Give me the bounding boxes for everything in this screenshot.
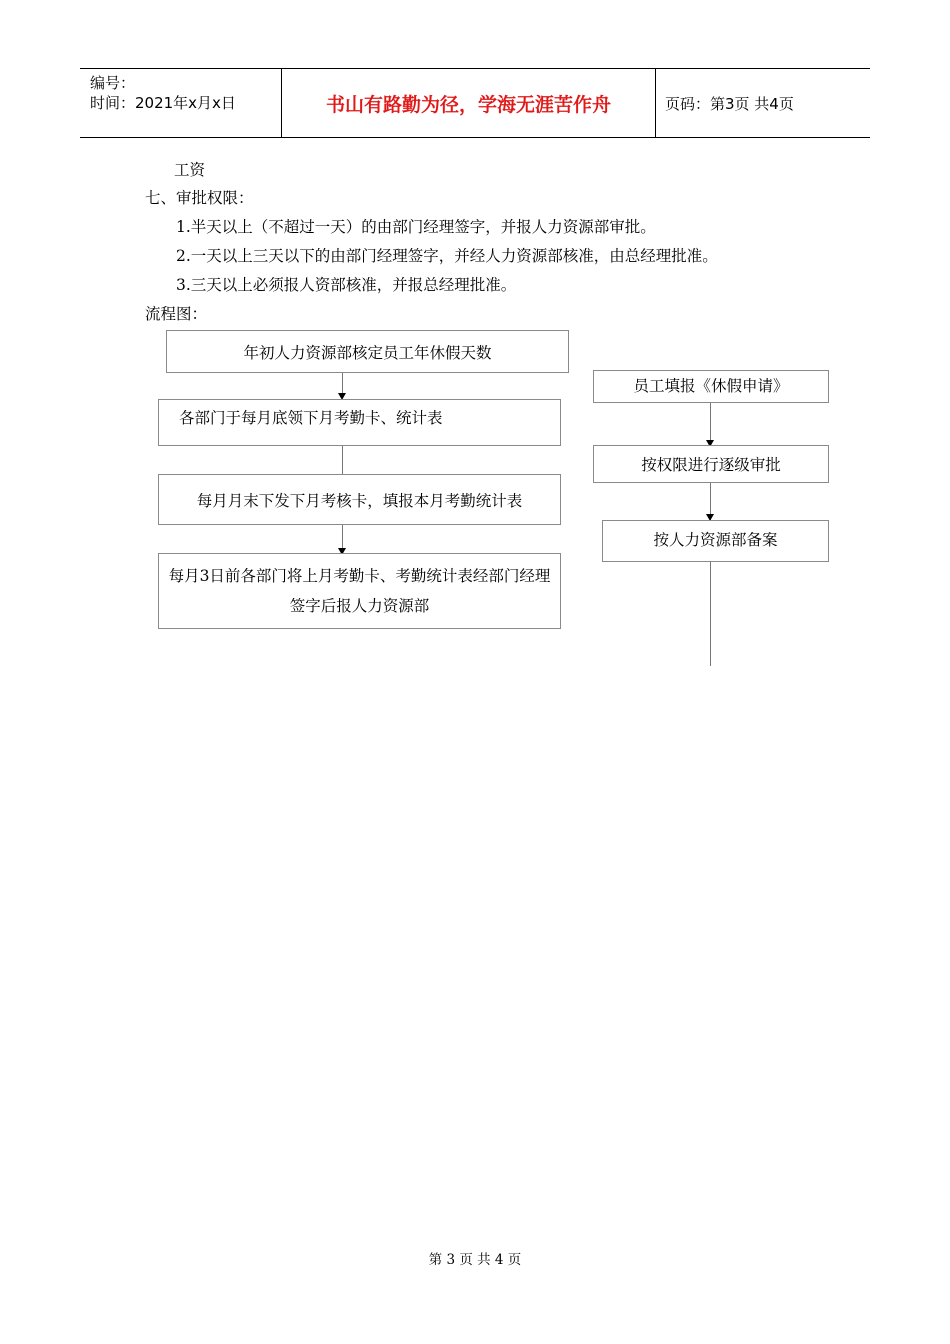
flow-step-approval — [593, 445, 829, 483]
approval-item-3: 3.三天以上必须报人资部核准，并报总经理批准。 — [176, 276, 517, 294]
flow-step-issue-cards — [158, 474, 561, 525]
connector-line — [342, 446, 343, 474]
flow-step-text: 员工填报《休假申请》 — [633, 377, 789, 395]
flow-step-fill-request — [593, 370, 829, 403]
line-salary: 工资 — [174, 161, 206, 179]
flow-step-text: 各部门于每月底领下月考勤卡、统计表 — [179, 409, 443, 427]
flow-step-filing — [602, 520, 829, 562]
connector-line — [710, 403, 711, 445]
flowchart-label: 流程图： — [145, 305, 208, 323]
flow-step-text: 按人力资源部备案 — [653, 531, 778, 549]
flow-step-text: 年初人力资源部核定员工年休假天数 — [243, 343, 492, 362]
section-heading: 七、审批权限： — [145, 189, 254, 207]
approval-item-2: 2.一天以上三天以下的由部门经理签字，并经人力资源部核准，由总经理批准。 — [176, 247, 718, 265]
flow-step-text: 每月3日前各部门将上月考勤卡、考勤统计表经部门经理签字后报人力资源部 — [168, 567, 551, 615]
flow-step-collect-cards — [158, 399, 561, 446]
flow-step-text: 按权限进行逐级审批 — [641, 456, 781, 474]
document-header — [80, 68, 870, 138]
flow-step-submit-cards — [158, 553, 561, 629]
header-page-info: 页码：第3页 共4页 — [665, 94, 794, 113]
page-footer: 第 3 页 共 4 页 — [428, 1252, 522, 1268]
flow-step-text: 每月月末下发下月考核卡，填报本月考勤统计表 — [196, 491, 523, 510]
time-label: 时间：2021年x月x日 — [90, 94, 236, 112]
approval-item-1: 1.半天以上（不超过一天）的由部门经理签字，并报人力资源部审批。 — [176, 218, 656, 236]
number-label: 编号： — [90, 74, 136, 92]
flow-step-annual-leave — [166, 330, 569, 373]
header-motto: 书山有路勤为径，学海无涯苦作舟 — [281, 69, 656, 137]
header-meta — [80, 69, 281, 137]
connector-line — [710, 562, 711, 666]
